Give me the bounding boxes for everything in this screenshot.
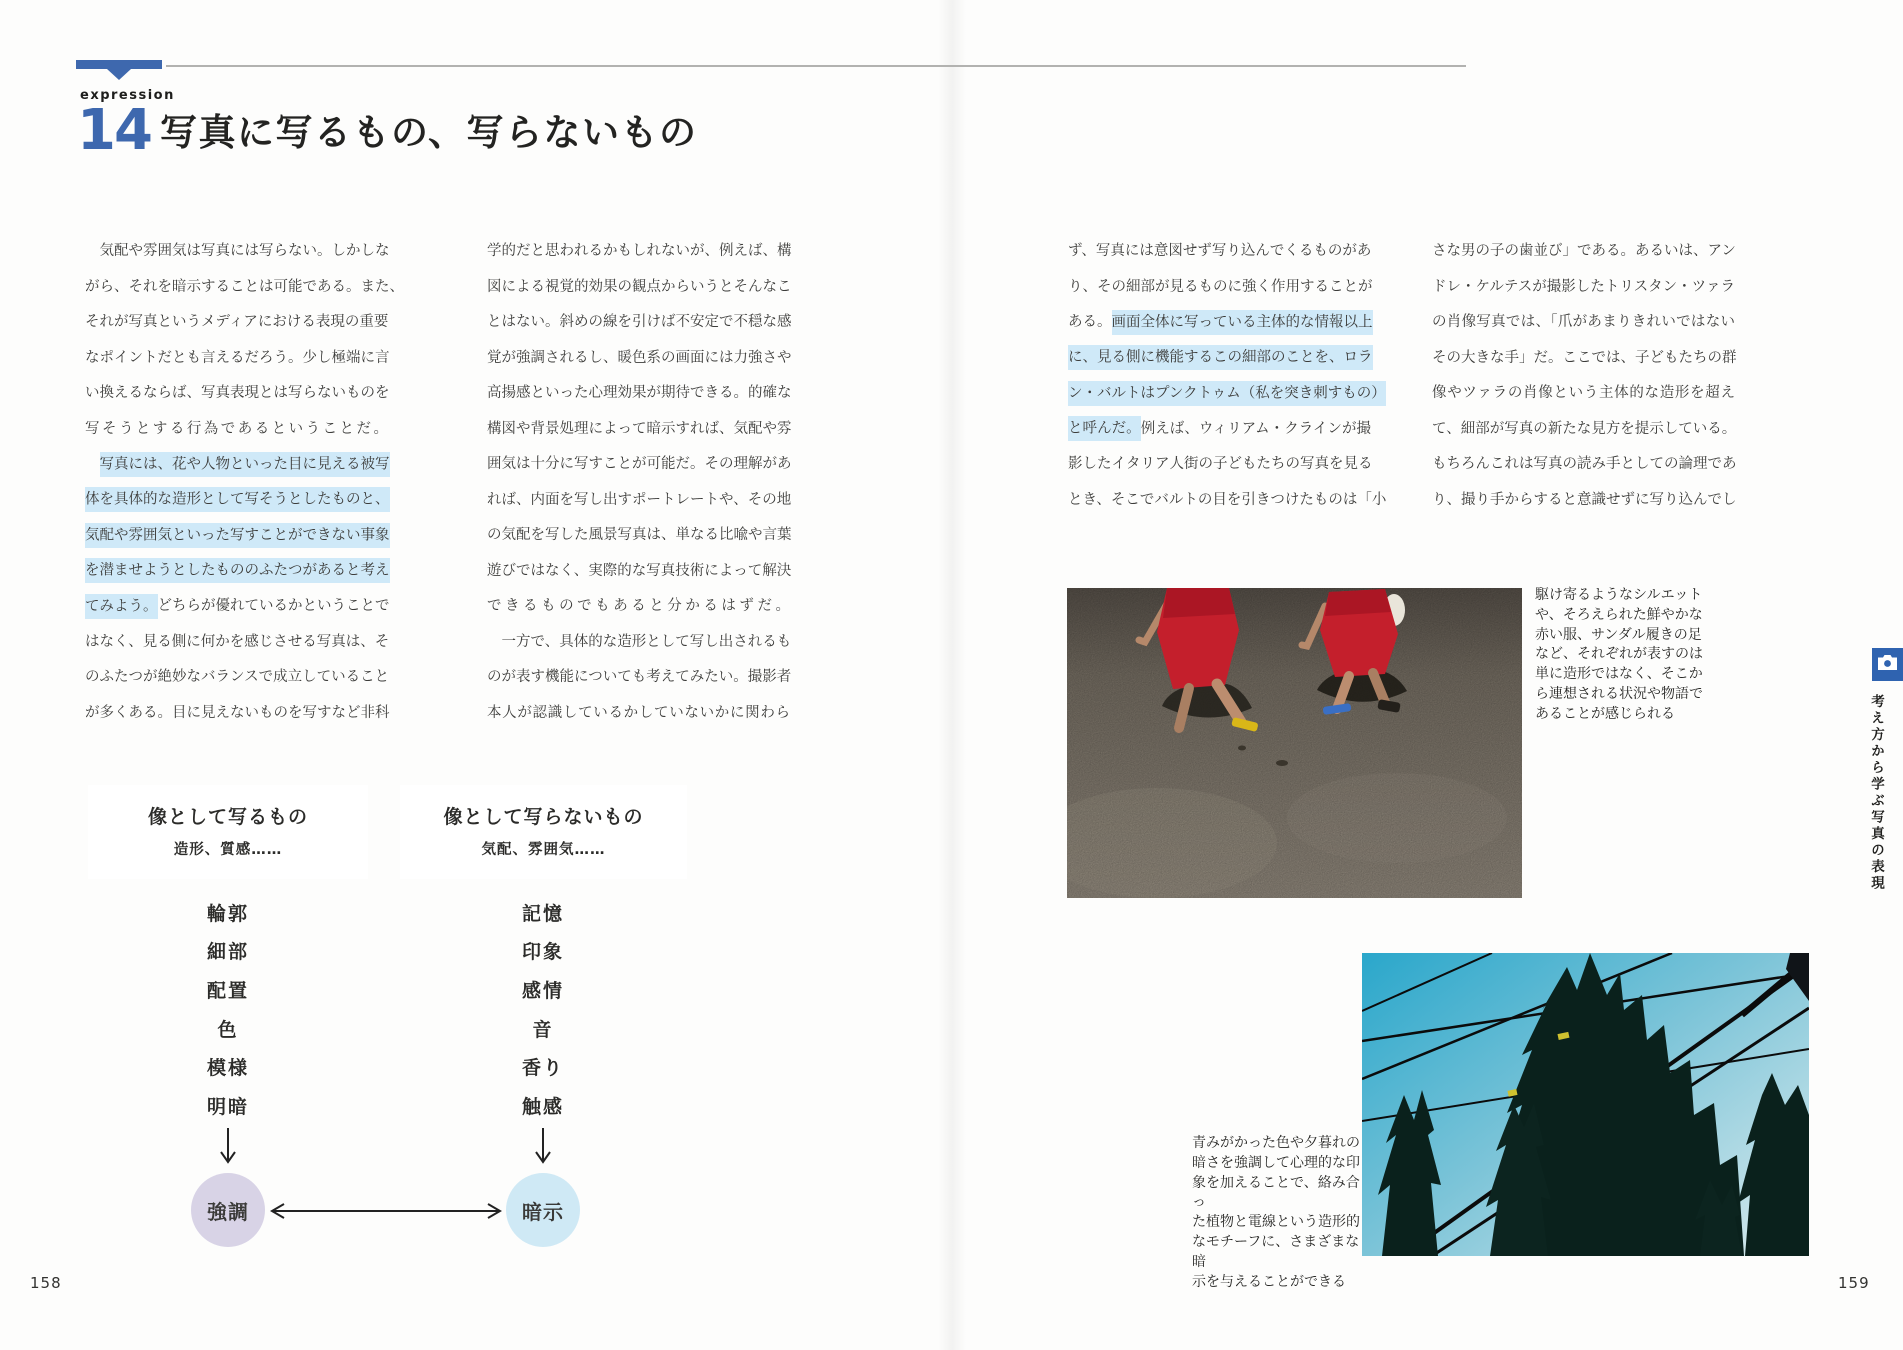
caption-line: あることが感じられる: [1535, 705, 1675, 722]
diagram-box-visible-subtitle: 造形、質感……: [173, 842, 283, 858]
text-line: に、見る側に機能するこの細部のことを、ロラ: [1068, 341, 1371, 377]
text-line: 図による視覚的効果の観点からいうとそんなこ: [487, 278, 792, 295]
diagram-term: 模様: [206, 1057, 249, 1080]
caption-line: 駆け寄るようなシルエット: [1535, 587, 1703, 603]
diagram-term: 感情: [521, 979, 564, 1002]
text-line: の肖像写真では、「爪があまりきれいではない: [1432, 314, 1735, 330]
text-line: 体を具体的な造形として写そうとしたものと、: [85, 483, 388, 519]
diagram-invisible-term-list: [403, 893, 683, 1125]
text-line: ず、写真には意図せず写り込んでくるものがあ: [1068, 243, 1372, 259]
caption-line: や、そろえられた鮮やかな: [1535, 606, 1703, 623]
diagram-box-invisible-subtitle: 気配、雰囲気……: [481, 842, 606, 858]
text-line: り、撮り手からすると意識せずに写り込んでし: [1432, 491, 1737, 508]
diagram-visible-term-list: [88, 893, 368, 1125]
text-line: 高揚感といった心理効果が期待できる。的確な: [487, 385, 792, 401]
text-line: 一方で、具体的な造形として写し出されるも: [487, 633, 792, 650]
text-line: と呼んだ。例えば、ウィリアム・クラインが撮: [1068, 412, 1371, 448]
section-marker-icon: [76, 57, 164, 85]
text-line: を潜ませようとしたもののふたつがあると考え: [85, 554, 388, 590]
header-rule: [166, 65, 1466, 67]
text-line: 覚が強調されるし、暖色系の画面には力強さや: [487, 349, 792, 366]
text-line: 気配や雰囲気は写真には写らない。しかしな: [85, 243, 390, 259]
right-page-column-1: [1068, 234, 1387, 518]
text-line: さな男の子の歯並び」である。あるいは、アン: [1432, 243, 1736, 259]
text-line: 像やツァラの肖像という主体的な造形を超え: [1432, 385, 1735, 401]
text-line: とき、そこでバルトの目を引きつけたものは「小: [1068, 491, 1387, 508]
diagram-term: 香り: [521, 1057, 564, 1080]
diagram-term: 記憶: [521, 902, 564, 925]
diagram-term: 明暗: [206, 1095, 249, 1118]
text-line: てみよう。どちらが優れているかということで: [85, 589, 388, 625]
chapter-tab: [1872, 648, 1903, 681]
caption-line: など、それぞれが表すのは: [1535, 646, 1703, 663]
text-line: 気配や雰囲気といった写すことができない事象: [85, 518, 388, 554]
suggestion-circle: 暗示: [506, 1173, 580, 1247]
diagram-term: 配置: [206, 979, 249, 1002]
text-line: い換えるならば、写真表現とは写らないものを: [85, 385, 390, 401]
text-line: 遊びではなく、実際的な写真技術によって解決: [487, 562, 792, 579]
diagram-term: 色: [217, 1018, 239, 1041]
text-line: はなく、見る側に何かを感じさせる写真は、そ: [85, 633, 390, 650]
page-gutter-shading: [938, 0, 966, 1350]
down-arrow-icon: [220, 1128, 236, 1168]
diagram-box-visible-title: 像として写るもの: [147, 806, 308, 828]
caption-line: 象を加えることで、絡み合っ: [1192, 1174, 1360, 1211]
chapter-tab-label: 考え方から学ぶ写真の表現: [1868, 694, 1884, 892]
caption-line: ら連想される状況や物語で: [1535, 685, 1703, 702]
left-page-column-2: [487, 234, 790, 731]
text-line: 学的だと思われるかもしれないが、例えば、構: [487, 243, 792, 259]
camera-icon: [1877, 654, 1898, 675]
text-line: それが写真というメディアにおける表現の重要: [85, 314, 389, 330]
caption-line: 暗さを強調して心理的な印: [1192, 1154, 1360, 1171]
text-line: れば、内面を写し出すポートレートや、その地: [487, 491, 792, 508]
left-page-column-1: [85, 234, 404, 731]
text-line: 構図や背景処理によって暗示すれば、気配や雰: [487, 420, 792, 437]
photo2-caption: [1192, 1134, 1370, 1292]
caption-line: なモチーフに、さまざまな暗: [1192, 1233, 1360, 1270]
text-line: 本人が認識しているかしていないかに関わら: [487, 704, 790, 721]
photo-trees-powerlines: [1362, 953, 1809, 1256]
text-line: て、細部が写真の新たな見方を提示している。: [1432, 420, 1737, 437]
caption-line: 青みがかった色や夕暮れの: [1192, 1135, 1360, 1151]
page-number-left: 158: [30, 1274, 62, 1292]
text-line: が多くある。目に見えないものを写すなど非科: [85, 704, 390, 721]
text-line: り、その細部が見るものに強く作用することが: [1068, 278, 1373, 295]
caption-line: 単に造形ではなく、そこか: [1535, 666, 1703, 683]
text-line: ン・バルトはプンクトゥム（私を突き刺すもの）: [1068, 376, 1371, 412]
lesson-number: 14: [77, 98, 151, 163]
caption-line: た植物と電線という造形的: [1192, 1214, 1360, 1231]
text-line: のが表す機能についても考えてみたい。撮影者: [487, 669, 792, 685]
double-headed-arrow-icon: [270, 1202, 502, 1224]
text-line: 写そうとする行為であるということだ。: [85, 420, 388, 437]
text-line: 写真には、花や人物といった目に見える被写: [85, 447, 388, 483]
diagram-term: 輪郭: [206, 902, 249, 925]
diagram-box-invisible: [400, 785, 687, 879]
page-title: 写真に写るもの、写らないもの: [160, 111, 698, 154]
down-arrow-icon: [535, 1128, 551, 1168]
text-line: もちろんこれは写真の読み手としての論理であ: [1432, 456, 1737, 472]
text-line: のふたつが絶妙なバランスで成立していること: [85, 669, 390, 685]
caption-line: 赤い服、サンダル履きの足: [1535, 626, 1702, 643]
caption-line: 示を与えることができる: [1192, 1273, 1346, 1290]
text-line: できるものでもあると分かるはずだ。: [487, 598, 790, 614]
text-line: ある。画面全体に写っている主体的な情報以上: [1068, 305, 1371, 341]
page-number-right: 159: [1838, 1274, 1870, 1292]
right-page-column-2: [1432, 234, 1735, 518]
diagram-term: 細部: [206, 941, 249, 964]
photo1-caption: [1535, 586, 1713, 725]
diagram-box-invisible-title: 像として写らないもの: [443, 806, 644, 828]
text-line: 囲気は十分に写すことが可能だ。その理解があ: [487, 456, 792, 472]
diagram-term: 音: [532, 1018, 554, 1041]
text-line: ドレ・ケルテスが撮影したトリスタン・ツァラ: [1432, 278, 1735, 295]
photo-children-running: [1067, 588, 1522, 898]
kicker-label: expression: [80, 88, 175, 103]
diagram-term: 触感: [521, 1095, 564, 1118]
text-line: がら、それを暗示することは可能である。また、: [85, 278, 404, 295]
diagram-box-visible: [88, 785, 368, 879]
text-line: なポイントだとも言えるだろう。少し極端に言: [85, 349, 390, 366]
text-line: とはない。斜めの線を引けば不安定で不穏な感: [487, 314, 792, 330]
text-line: 影したイタリア人街の子どもたちの写真を見る: [1068, 456, 1373, 472]
text-line: の気配を写した風景写真は、単なる比喩や言葉: [487, 527, 792, 543]
text-line: その大きな手」だ。ここでは、子どもたちの群: [1432, 349, 1737, 366]
diagram-term: 印象: [521, 941, 564, 964]
emphasis-circle: 強調: [191, 1173, 265, 1247]
